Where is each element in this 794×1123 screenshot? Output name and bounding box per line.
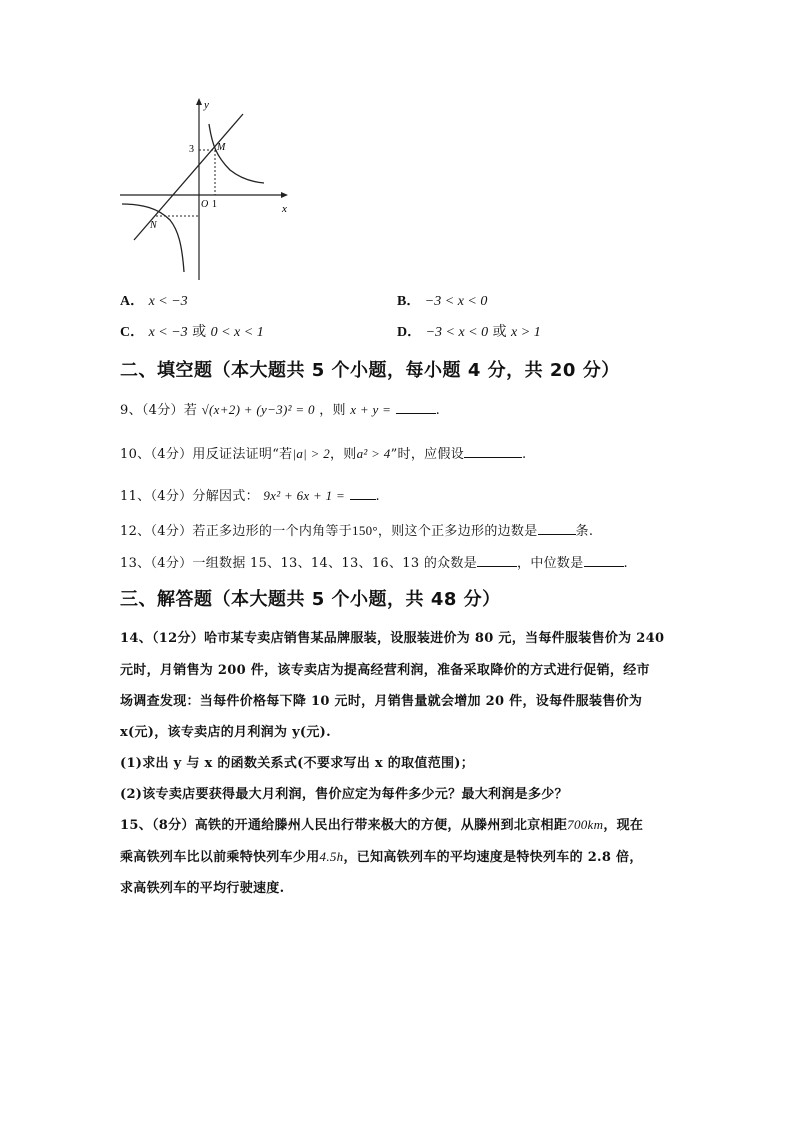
x-axis-arrow: [281, 192, 288, 198]
option-b-letter: B．: [397, 294, 421, 309]
q15-line-1b: ，现在: [603, 818, 644, 833]
q12-answer-blank[interactable]: [538, 522, 576, 535]
q15-line-1a: 15、（8分）高铁的开通给滕州人民出行带来极大的方便，从滕州到北京相距: [120, 818, 568, 833]
q13-mid: ，中位数是: [517, 556, 584, 571]
option-b-text: −3 < x < 0: [424, 294, 488, 309]
q10-mid: ，则: [330, 447, 357, 462]
option-c-or: 或: [192, 324, 207, 340]
q14-part-2: (2)该专卖店要获得最大月利润，售价应定为每件多少元？最大利润是多少？: [120, 787, 568, 802]
q10-conclusion: a² > 4: [356, 446, 391, 461]
q11-end: .: [375, 489, 380, 504]
x-tick-label: 1: [212, 199, 217, 210]
function-graph: [112, 94, 302, 284]
q9-ask: x + y =: [350, 402, 392, 417]
q15-time: 4.5h: [319, 849, 344, 864]
q9-end: .: [435, 403, 441, 418]
option-d-or: 或: [492, 324, 507, 340]
q14-line-4: x(元)，该专卖店的月利润为 y(元).: [120, 725, 331, 740]
question-9: [120, 399, 440, 418]
q15-line-2a: 乘高铁列车比以前乘特快列车少用: [120, 850, 320, 865]
point-n-label: N: [150, 220, 157, 231]
option-a-letter: A．: [120, 294, 145, 309]
q15-line-2: [120, 846, 643, 865]
point-m-label: M: [217, 142, 226, 153]
q11-prefix: 11、（4分）分解因式：: [120, 489, 259, 504]
q15-line-3: 求高铁列车的平均行驶速度.: [120, 881, 285, 896]
option-a-text: x < −3: [148, 294, 188, 309]
q14-line-1: 14、（12分）哈市某专卖店销售某品牌服装，设服装进价为 80 元，当每件服装售价为 240: [120, 631, 665, 646]
option-b: [397, 290, 487, 310]
q13-median-blank[interactable]: [584, 554, 624, 567]
option-c-letter: C．: [120, 325, 145, 340]
q13-mode-blank[interactable]: [477, 554, 517, 567]
section-3-title: 三、解答题（本大题共 5 个小题，共 48 分）: [120, 589, 501, 610]
section-2-title: 二、填空题（本大题共 5 个小题，每小题 4 分，共 20 分）: [120, 360, 620, 381]
option-d: [397, 321, 541, 341]
y-tick-label: 3: [189, 144, 194, 155]
y-axis-arrow: [196, 98, 202, 105]
hyperbola-branch-first-quadrant: [209, 124, 264, 183]
q15-line-1: [120, 814, 643, 833]
q14-line-3: 场调查发现：当每件价格每下降 10 元时，月销售量就会增加 20 件，设每件服装售价为: [120, 694, 643, 709]
q9-equation: √(x+2) + (y−3)² = 0: [201, 402, 315, 417]
q12-angle: 150°: [352, 523, 378, 538]
option-d-text-2: x > 1: [511, 325, 541, 340]
y-axis-label: y: [204, 99, 209, 111]
option-c-text-1: x < −3: [148, 325, 188, 340]
q15-distance: 700km: [567, 817, 604, 832]
origin-label: O: [201, 199, 209, 210]
q14-line-2: 元时，月销售为 200 件，该专卖店为提高经营利润，准备采取降价的方式进行促销，经市: [120, 663, 650, 678]
question-12: [120, 520, 593, 539]
option-d-letter: D．: [397, 325, 422, 340]
q9-answer-blank[interactable]: [396, 401, 436, 414]
q12-end: 条.: [575, 524, 594, 539]
option-d-text-1: −3 < x < 0: [425, 325, 489, 340]
x-axis-label: x: [282, 203, 287, 215]
q11-expression: 9x² + 6x + 1 =: [263, 488, 346, 503]
q10-prefix: 10、（4分）用反证法证明“若: [120, 447, 293, 462]
q10-end: .: [522, 447, 527, 462]
q10-condition: |a| > 2: [292, 446, 330, 461]
q12-prefix: 12、（4分）若正多边形的一个内角等于: [120, 524, 353, 539]
q15-line-2b: ，已知高铁列车的平均速度是特快列车的 2.8 倍，: [343, 850, 643, 865]
question-11: [120, 485, 380, 504]
option-c-text-2: 0 < x < 1: [210, 325, 264, 340]
q11-answer-blank[interactable]: [350, 487, 376, 500]
q13-end: .: [623, 556, 628, 571]
q13-prefix: 13、（4分）一组数据 15、13、14、13、16、13 的众数是: [120, 556, 478, 571]
option-c: [120, 321, 264, 341]
q9-prefix: 9、（4分）若: [120, 403, 198, 418]
question-13: [120, 552, 628, 571]
question-10: [120, 443, 526, 462]
q10-suffix: ”时，应假设: [390, 447, 465, 462]
hyperbola-branch-third-quadrant: [122, 204, 184, 272]
q14-part-1: (1)求出 y 与 x 的函数关系式(不要求写出 x 的取值范围)；: [120, 756, 475, 771]
option-a: [120, 290, 188, 310]
q9-mid: ，则: [319, 403, 346, 418]
q12-mid: ，则这个正多边形的边数是: [377, 524, 538, 539]
q10-answer-blank[interactable]: [464, 445, 522, 458]
